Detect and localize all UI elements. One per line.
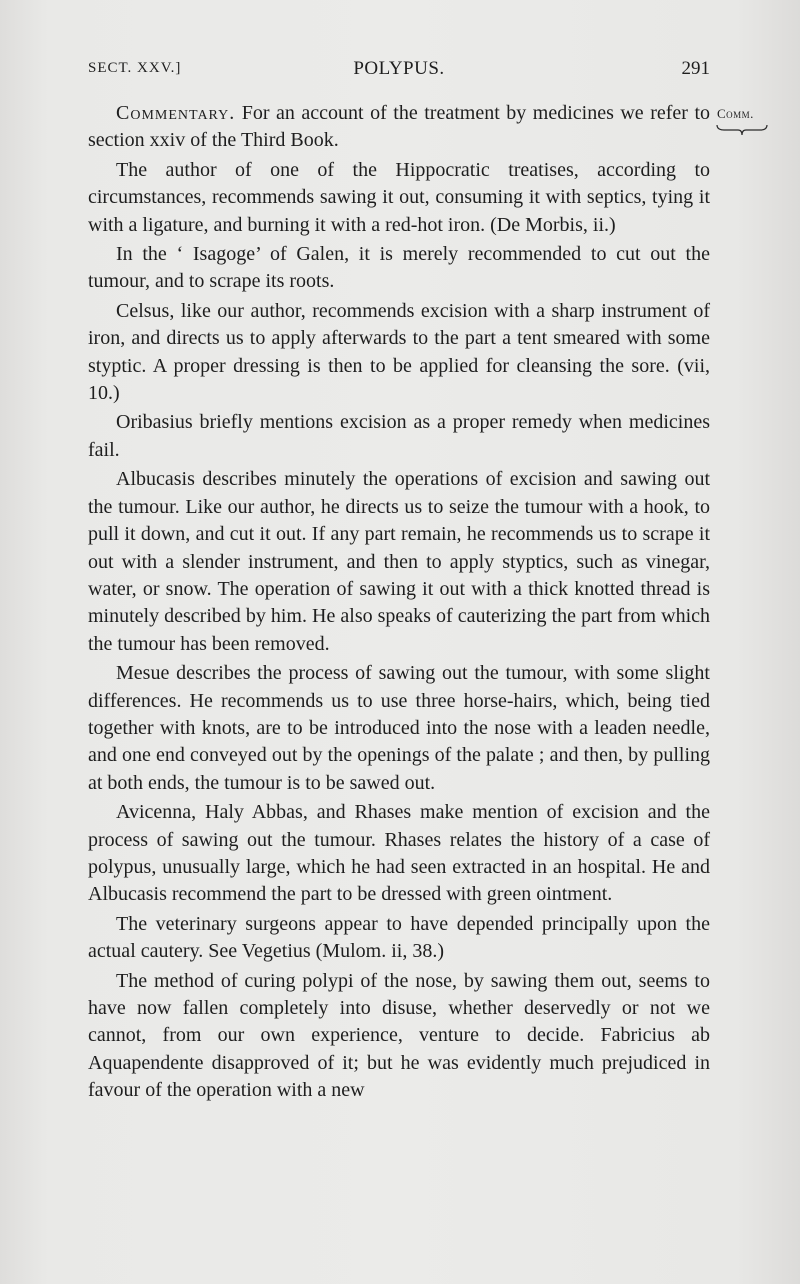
paragraph-galen: In the ‘ Isagoge’ of Galen, it is merely recommended to cut out the tumour, and to scrape its roots. — [88, 243, 710, 293]
paragraph-albucasis: Albucasis describes minutely the operations of excision and sawing out the tumour. Like our author, he directs us to seize the tumour with a hook, to pull it down, and cut it out. If any part remain, he recommends us to scrape it out with a slender instrument, and then to apply styptics, such as vinegar, water, or snow. The operation of sawing it out with a thick knotted thread is minutely described by him. He also speaks of cauterizing the part from which the tumour has been removed. — [88, 468, 710, 655]
paragraph-hippocratic: The author of one of the Hippocratic treatises, according to circumstances, recommends sawing it out, consuming it with septics, tying it with a ligature, and burning it with a red-hot iron. (De Morbis, ii.) — [88, 158, 710, 236]
body-text — [88, 100, 710, 1107]
margin-note: Comm. — [717, 106, 754, 121]
running-head — [88, 58, 710, 84]
paragraph-method: The method of curing polypi of the nose, by sawing them out, seems to have now fallen completely into disuse, whether deservedly or not we cannot, from our own experience, venture to decide. Fabricius ab Aquapendente disapproved of it; but he was evidently much prejudiced in favour of the operation with a new — [88, 969, 710, 1102]
paragraph-oribasius: Oribasius briefly mentions excision as a proper remedy when medicines fail. — [88, 411, 710, 461]
paragraph-commentary — [88, 100, 710, 155]
paragraph-mesue: Mesue describes the process of sawing out the tumour, with some slight differences. He recommends us to use three horse-hairs, which, being tied together with knots, are to be introduced into the nose with a leaden needle, and one end conveyed out by the openings of the palate ; and then, by pulling at both ends, the tumour is to be sawed out. — [88, 662, 710, 794]
paragraph-text: For an account of the treatment by medicines we refer to section xxiv of the Third Book. — [88, 102, 710, 152]
page-number: 291 — [681, 58, 710, 79]
page-title: POLYPUS. — [353, 58, 445, 79]
section-reference: SECT. XXV.] — [88, 60, 182, 76]
commentary-lead: Commentary. — [116, 102, 236, 124]
paragraph-avicenna: Avicenna, Haly Abbas, and Rhases make mention of excision and the process of sawing out the tumour. Rhases relates the history of a case of polypus, unusually large, which he had seen extracted in an hospital. He and Albucasis recommend the part to be dressed with green ointment. — [88, 801, 710, 906]
paragraph-celsus: Celsus, like our author, recommends excision with a sharp instrument of iron, and directs us to apply afterwards to the part a tent smeared with some styptic. A proper dressing is then to be applied for cleansing the sore. (vii, 10.) — [88, 299, 710, 405]
paragraph-veterinary: The veterinary surgeons appear to have depended principally upon the actual cautery. See Vegetius (Mulom. ii, 38.) — [88, 912, 710, 963]
margin-brace-icon — [716, 124, 768, 136]
